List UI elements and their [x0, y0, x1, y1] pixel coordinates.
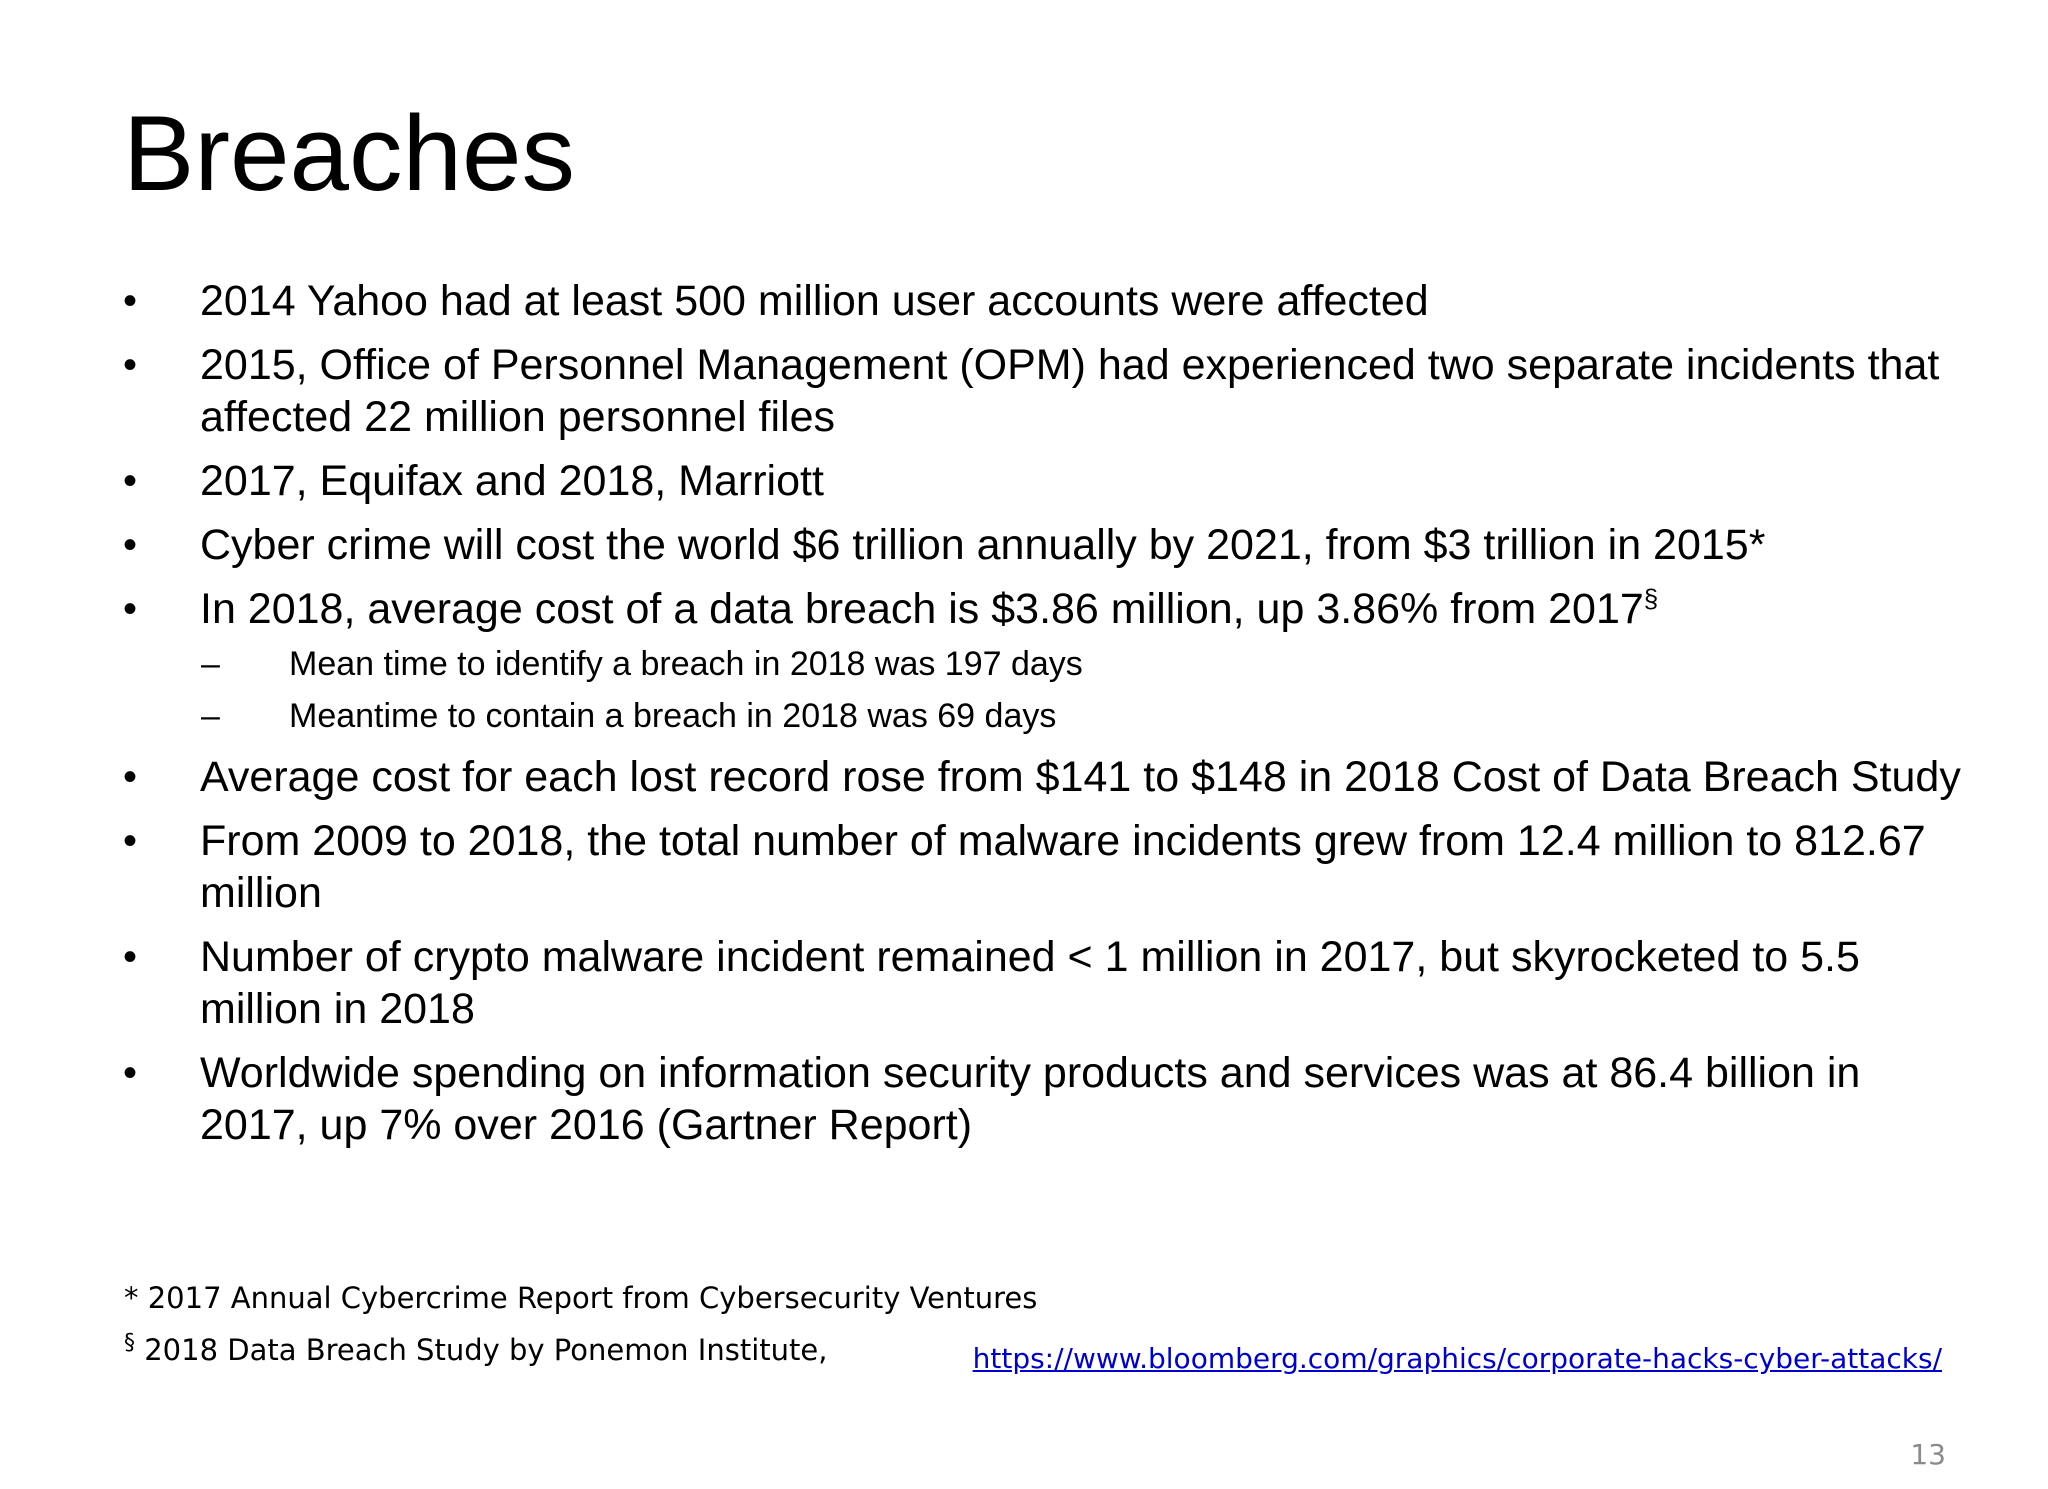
bullet-item	[123, 931, 1973, 1035]
bullet-marker: •	[123, 935, 138, 979]
footnotes	[124, 1278, 1037, 1382]
bullet-item	[123, 583, 1973, 739]
sub-bullet-item	[200, 641, 1973, 687]
bullet-marker: •	[123, 755, 138, 799]
footnote-cybersecurity-ventures	[124, 1278, 1037, 1318]
bullet-text: Average cost for each lost record rose from $141 to $148 in 2018 Cost of Data Breach Study	[200, 753, 1961, 801]
bullet-item	[123, 751, 1973, 803]
bullet-list	[123, 275, 1973, 1163]
bullet-marker: •	[123, 459, 138, 503]
bullet-text: 2017, Equifax and 2018, Marriott	[200, 457, 824, 505]
sub-bullet-text: Meantime to contain a breach in 2018 was 69 days	[289, 697, 1057, 735]
bullet-text: 2014 Yahoo had at least 500 million user accounts were affected	[200, 277, 1429, 325]
bullet-marker: •	[123, 343, 138, 387]
bullet-marker: •	[123, 279, 138, 323]
footnote-text: 2017 Annual Cybercrime Report from Cybersecurity Ventures	[138, 1281, 1038, 1315]
footnote-ponemon	[124, 1330, 1037, 1370]
bullet-text: 2015, Office of Personnel Management (OPM) had experienced two separate incidents that affected 22 million personnel files	[200, 341, 1940, 441]
bullet-item	[123, 815, 1973, 919]
bullet-item	[123, 455, 1973, 507]
sub-bullet-list	[200, 641, 1973, 739]
sub-bullet-text: Mean time to identify a breach in 2018 was 197 days	[289, 645, 1083, 683]
bullet-marker: •	[123, 1051, 138, 1095]
bullet-text: Cyber crime will cost the world $6 trillion annually by 2021, from $3 trillion in 2015*	[200, 521, 1766, 569]
section-reference-mark: §	[1643, 583, 1659, 614]
bullet-text: From 2009 to 2018, the total number of malware incidents grew from 12.4 million to 812.67 million	[200, 817, 1926, 917]
bullet-marker: •	[123, 523, 138, 567]
bullet-item	[123, 339, 1973, 443]
bullet-text: Worldwide spending on information security products and services was at 86.4 billion in 2017, up 7% over 2016 (Gartner Report)	[200, 1049, 1861, 1149]
sub-bullet-marker: –	[201, 645, 220, 683]
footnote-marker: §	[124, 1330, 135, 1356]
slide-title: Breaches	[123, 93, 576, 213]
sub-bullet-marker: –	[201, 697, 220, 735]
bullet-text: Number of crypto malware incident remained < 1 million in 2017, but skyrocketed to 5.5 million in 2018	[200, 933, 1860, 1033]
bullet-marker: •	[123, 587, 138, 631]
footnote-marker: *	[124, 1281, 139, 1315]
bullet-item	[123, 275, 1973, 327]
bloomberg-source-link[interactable]: https://www.bloomberg.com/graphics/corporate-hacks-cyber-attacks/	[972, 1342, 1942, 1375]
sub-bullet-item	[200, 693, 1973, 739]
bullet-item	[123, 1047, 1973, 1151]
page-number: 13	[1910, 1438, 1946, 1471]
bullet-item	[123, 519, 1973, 571]
footnote-text: 2018 Data Breach Study by Ponemon Institute,	[135, 1333, 828, 1367]
bullet-text: In 2018, average cost of a data breach is $3.86 million, up 3.86% from 2017	[200, 585, 1644, 633]
bullet-marker: •	[123, 819, 138, 863]
